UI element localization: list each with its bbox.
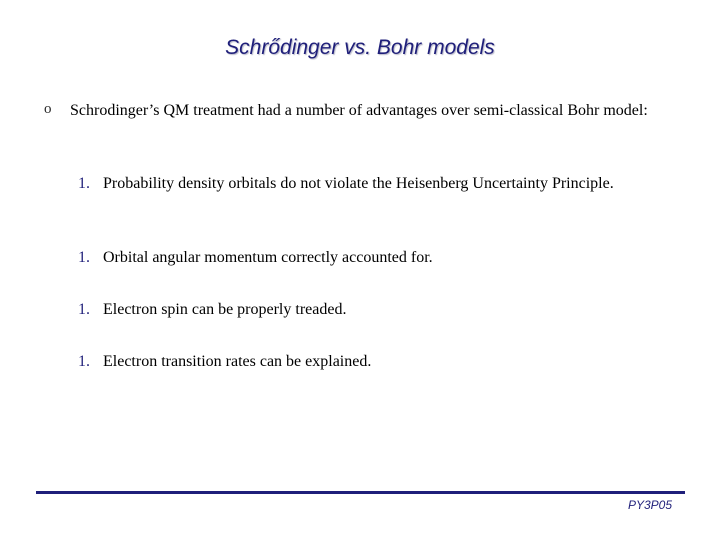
list-item-text: Orbital angular momentum correctly accounted for. <box>103 249 433 266</box>
bullet-marker: o <box>44 101 52 117</box>
list-item-number: 1. <box>78 301 90 318</box>
list-item <box>78 299 638 321</box>
bullet-text: Schrodinger’s QM treatment had a number of advantages over semi-classical Bohr model: <box>70 102 648 119</box>
list-item <box>78 351 638 373</box>
list-item-text: Probability density orbitals do not violate the Heisenberg Uncertainty Principle. <box>103 175 614 192</box>
list-item-number: 1. <box>78 249 90 266</box>
footer-divider <box>36 491 685 494</box>
list-item-number: 1. <box>78 353 90 370</box>
list-item-text: Electron spin can be properly treaded. <box>103 301 347 318</box>
main-bullet <box>44 100 664 122</box>
list-item-number: 1. <box>78 175 90 192</box>
list-item-text: Electron transition rates can be explained. <box>103 353 372 370</box>
list-item <box>78 173 638 195</box>
slide-title: Schrődinger vs. Bohr models <box>225 36 495 59</box>
list-item <box>78 247 638 269</box>
footer-course-code: PY3P05 <box>627 498 672 512</box>
